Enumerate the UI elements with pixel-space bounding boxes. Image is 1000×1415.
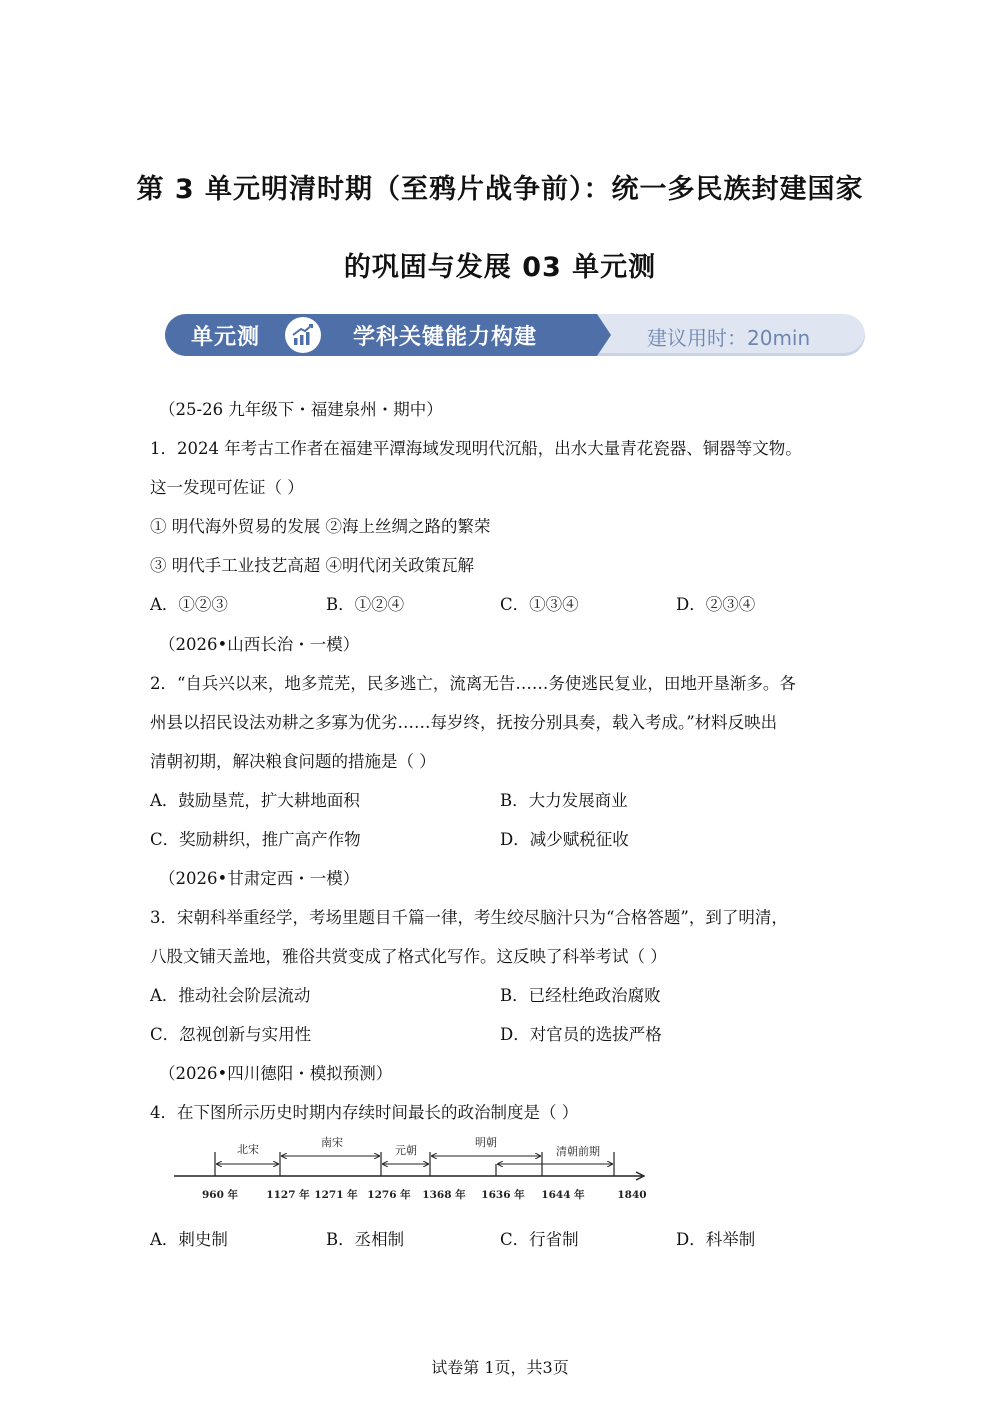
- period-label: 明朝: [475, 1136, 497, 1149]
- year-label: 1127 年: [266, 1189, 310, 1201]
- question-1-source: （25-26 九年级下・福建泉州・期中）: [159, 400, 443, 419]
- question-3-option-a[interactable]: A．推动社会阶层流动: [150, 986, 311, 1005]
- question-3-option-c[interactable]: C．忽视创新与实用性: [150, 1025, 312, 1044]
- question-1-statement-line: ③ 明代手工业技艺高超 ④明代闭关政策瓦解: [150, 556, 474, 575]
- question-2-option-c[interactable]: C．奖励耕织，推广高产作物: [150, 830, 361, 849]
- year-label: 960 年: [201, 1189, 239, 1201]
- question-2-stem-line: 州县以招民设法劝耕之多寡为优劣……每岁终，抚按分别具奏，载入考成。”材料反映出: [150, 713, 778, 732]
- period-label: 清朝前期: [556, 1145, 600, 1158]
- question-4-option-d[interactable]: D．科举制: [676, 1230, 756, 1249]
- question-2-stem-line: 2．“自兵兴以来，地多荒芜，民多逃亡，流离无告……务使逃民复业，田地开垦渐多。各: [150, 674, 796, 693]
- question-4-option-a[interactable]: A．刺史制: [150, 1230, 228, 1249]
- dynasty-timeline-figure: [170, 1134, 650, 1206]
- year-label: 1368 年: [422, 1189, 466, 1201]
- question-4-stem-line: 4．在下图所示历史时期内存续时间最长的政治制度是（ ）: [150, 1103, 579, 1122]
- dynasty-timeline-svg: [170, 1134, 650, 1206]
- question-1-option-c[interactable]: C．①③④: [500, 595, 579, 614]
- question-4-option-b[interactable]: B．丞相制: [326, 1230, 405, 1249]
- question-2-source: （2026•山西长治・一模）: [159, 635, 360, 654]
- question-1-stem-line: 1．2024 年考古工作者在福建平潭海域发现明代沉船，出水大量青花瓷器、铜器等文物。: [150, 439, 802, 458]
- question-2-option-b[interactable]: B．大力发展商业: [500, 791, 628, 810]
- question-4-option-c[interactable]: C．行省制: [500, 1230, 579, 1249]
- year-label: 1271 年: [314, 1189, 358, 1201]
- question-3-stem-line: 3．宋朝科举重经学，考场里题目千篇一律，考生绞尽脑汁只为“合格答题”，到了明清，: [150, 908, 788, 927]
- page-title-line-2: 的巩固与发展 03 单元测: [343, 252, 657, 283]
- period-label: 南宋: [321, 1136, 343, 1149]
- chart-growth-icon: [285, 317, 321, 353]
- year-label: 1636 年: [481, 1189, 525, 1201]
- banner-suggested-time: 建议用时：20min: [647, 326, 811, 350]
- year-label: 1840: [617, 1189, 647, 1201]
- question-1-option-d[interactable]: D．②③④: [676, 595, 756, 614]
- question-4-source: （2026•四川德阳・模拟预测）: [159, 1064, 393, 1083]
- question-2-option-d[interactable]: D．减少赋税征收: [500, 830, 629, 849]
- banner-unit-test-label: 单元测: [191, 325, 261, 350]
- period-label: 元朝: [395, 1144, 417, 1157]
- question-1-option-a[interactable]: A．①②③: [150, 595, 228, 614]
- question-2-option-a[interactable]: A．鼓励垦荒，扩大耕地面积: [150, 791, 360, 810]
- question-2-stem-line: 清朝初期，解决粮食问题的措施是（ ）: [150, 752, 436, 771]
- question-3-stem-line: 八股文铺天盖地，雅俗共赏变成了格式化写作。这反映了科举考试（ ）: [150, 947, 667, 966]
- section-banner: [165, 314, 865, 356]
- question-1-option-b[interactable]: B．①②④: [326, 595, 405, 614]
- question-3-source: （2026•甘肃定西・一模）: [159, 869, 360, 888]
- banner-key-ability-label: 学科关键能力构建: [353, 325, 538, 350]
- question-1-statement-line: ① 明代海外贸易的发展 ②海上丝绸之路的繁荣: [150, 517, 491, 536]
- period-label: 北宋: [237, 1143, 259, 1156]
- question-3-option-b[interactable]: B．已经杜绝政治腐败: [500, 986, 661, 1005]
- question-3-option-d[interactable]: D．对官员的选拔严格: [500, 1025, 662, 1044]
- year-label: 1644 年: [541, 1189, 585, 1201]
- question-1-stem-line: 这一发现可佐证（ ）: [150, 478, 304, 497]
- page-title-line-1: 第 3 单元明清时期（至鸦片战争前）：统一多民族封建国家: [136, 174, 864, 205]
- year-label: 1276 年: [367, 1189, 411, 1201]
- page-footer: 试卷第 1页，共3页: [431, 1358, 569, 1377]
